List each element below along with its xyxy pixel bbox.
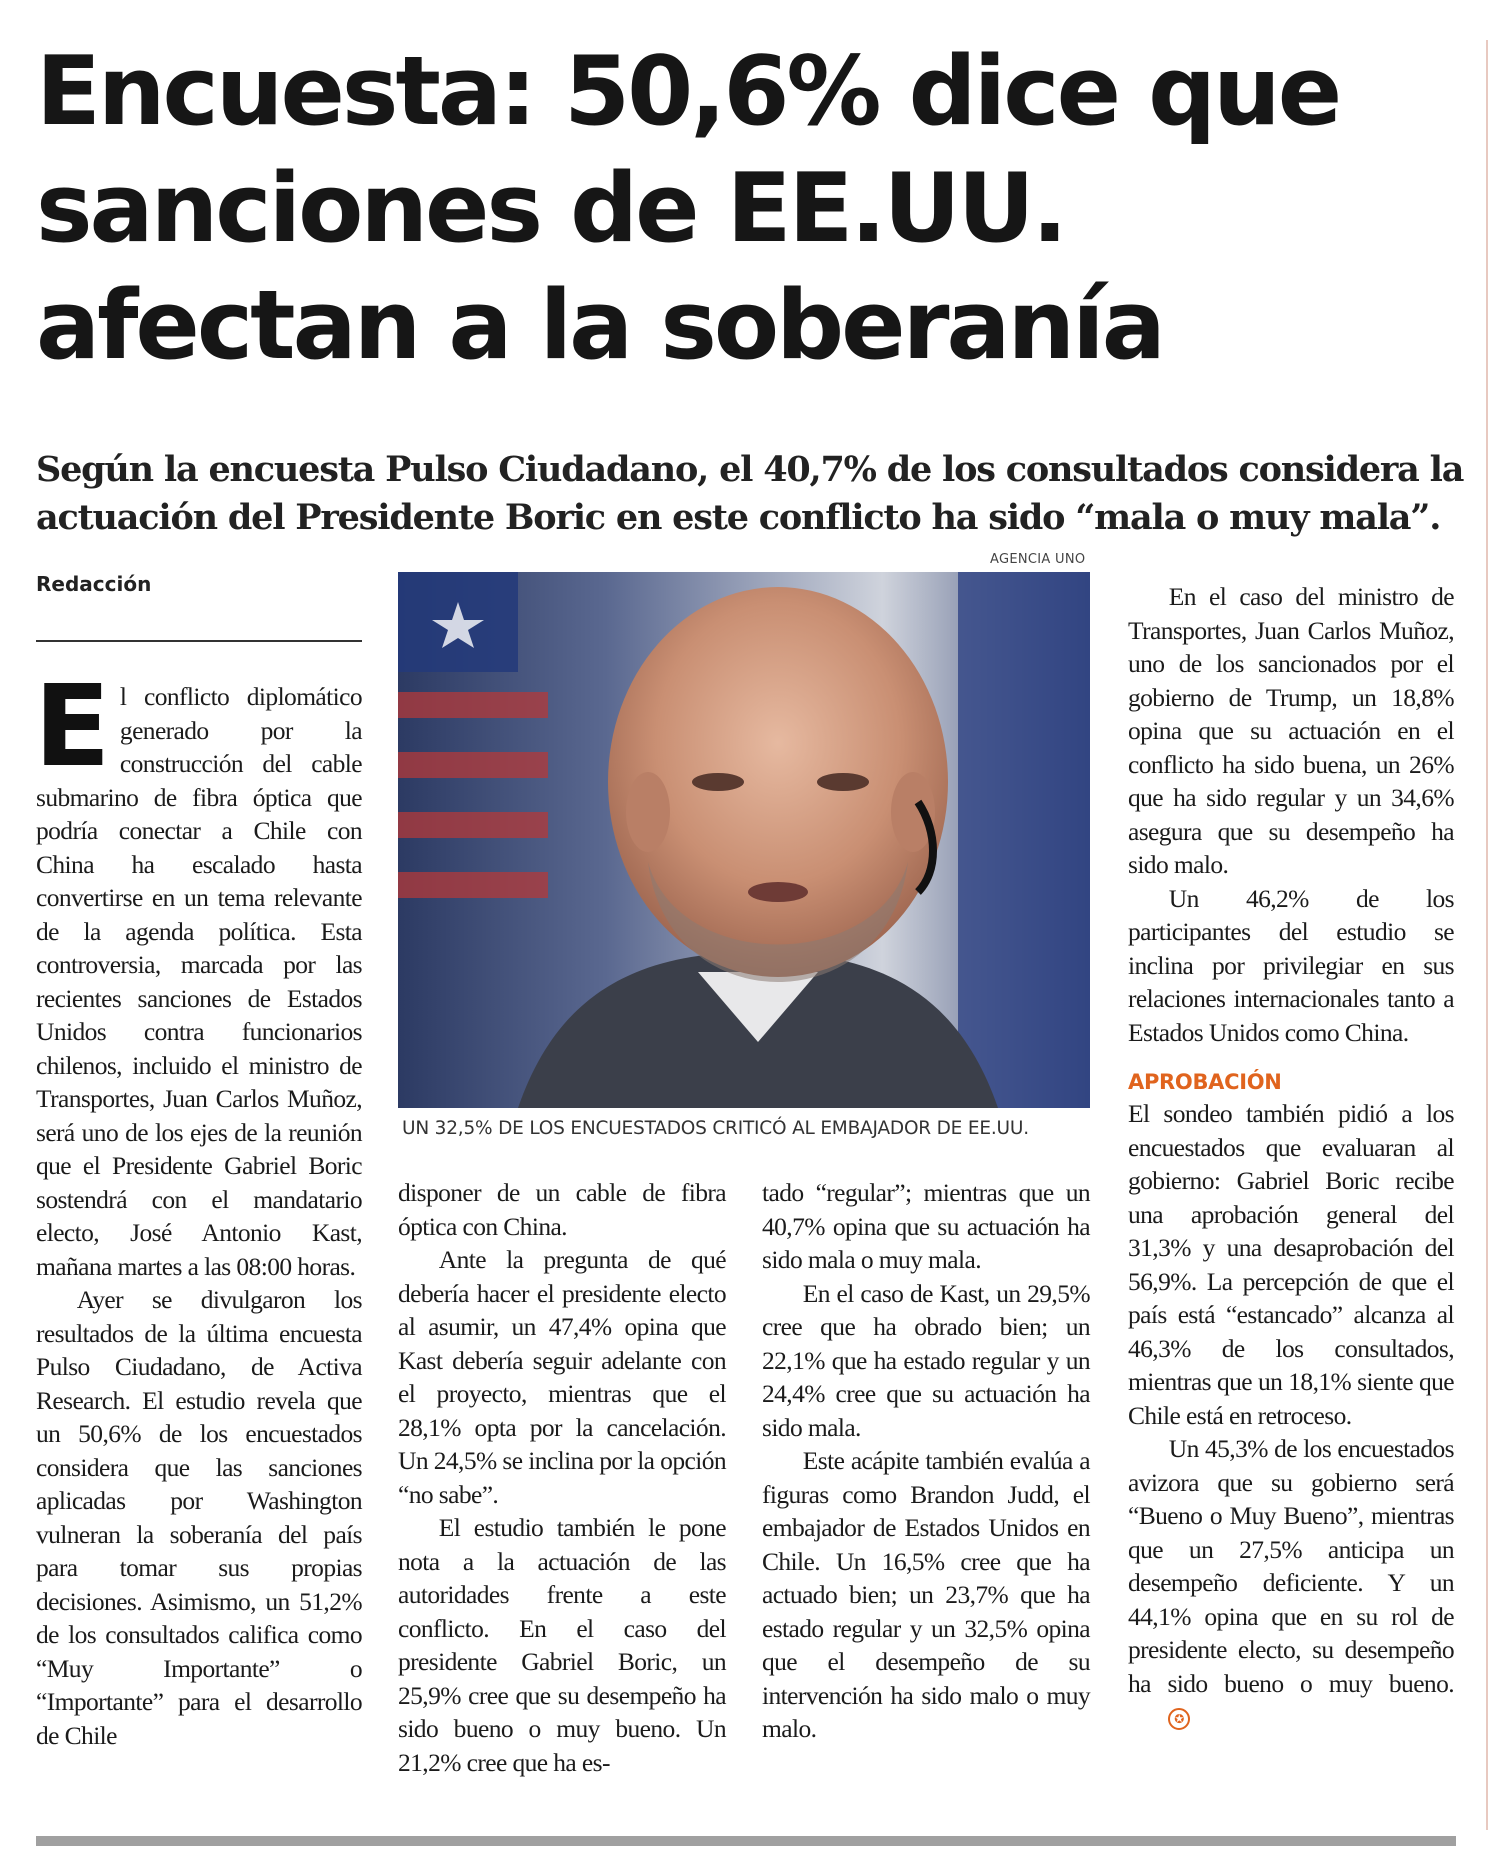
paragraph: En el caso del ministro de Transportes, Juan Carlos Muñoz, uno de los sancionados por el gobierno de Trump, un 18,8% opina que su actuación en el conflicto ha sido buena, un 26% que ha sido regular y un 34,6% asegura que su desempeño ha sido malo. — [1128, 582, 1454, 879]
paragraph: tado “regular”; mientras que un 40,7% opina que su actuación ha sido mala o muy mala. — [762, 1178, 1090, 1274]
paragraph: Un 46,2% de los participantes del estudio se inclina por privilegiar en sus relaciones internacionales tanto a Estados Unidos como China. — [1128, 883, 1454, 1047]
paragraph — [1128, 1432, 1454, 1734]
dek-line: actuación del Presidente Boric en este conflicto ha sido “mala o muy mala”. — [36, 497, 1441, 538]
paragraph: El estudio también le pone nota a la actuación de las autoridades frente a este conflicto. En el caso del presidente Gabriel Boric, un 25,9% cree que su desempeño ha sido bueno o muy bueno. Un 21,2% cree que ha es- — [398, 1513, 726, 1777]
lead-text: l conflicto diplomático generado por la construcción del cable submarino de fibra óptica que podría conectar a Chile con China ha escalado hasta convertirse en un tema relevante de la agenda política. Esta controversia, marcada por las recientes sanciones de Estados Unidos contra funcionarios chilenos, incluido el ministro de Transportes, Juan Carlos Muñoz, será uno de los ejes de la reunión que el Presidente Gabriel Boric sostendrá con el mandatario electo, José Antonio Kast, mañana martes a las 08:00 horas. — [36, 682, 362, 1281]
bottom-rule — [36, 1836, 1456, 1846]
column-1 — [34, 662, 362, 1752]
paragraph: En el caso de Kast, un 29,5% cree que ha obrado bien; un 22,1% que ha estado regular y un 24,4% cree que su actuación ha sido mala. — [762, 1278, 1090, 1442]
photo-credit: AGENCIA UNO — [990, 552, 1086, 567]
photo-caption: UN 32,5% DE LOS ENCUESTADOS CRITICÓ AL EMBAJADOR DE EE.UU. — [402, 1118, 1029, 1139]
column-3 — [762, 1176, 1090, 1746]
section-subhead: APROBACIÓN — [1128, 1070, 1282, 1094]
paragraph: Este acápite también evalúa a figuras como Brandon Judd, el embajador de Estados Unidos en Chile. Un 16,5% cree que ha actuado bien; un 23,7% que ha estado regular y un 32,5% opina que el desempeño de su intervención ha sido malo o muy malo. — [762, 1446, 1090, 1743]
paragraph: Ayer se divulgaron los resultados de la última encuesta Pulso Ciudadano, de Activa Research. El estudio revela que un 50,6% de los encuestados considera que las sanciones aplicadas por Washington vulneran la soberanía del país para tomar sus propias decisiones. Asimismo, un 51,2% de los consultados califica como “Muy Importante” o “Importante” para el desarrollo de Chile — [36, 1285, 362, 1750]
closing-text: Un 45,3% de los encuestados avizora que su gobierno será “Bueno o Muy Bueno”, mientras que un 27,5% anticipa un desempeño deficiente. Y un 44,1% opina que en su rol de presidente electo, su desempeño ha sido bueno o muy bueno. — [1128, 1434, 1454, 1698]
headline — [36, 34, 1456, 385]
paragraph: Ante la pregunta de qué debería hacer el presidente electo al asumir, un 47,4% opina que Kast debería seguir adelante con el proyecto, mientras que el 28,1% opta por la cancelación. Un 24,5% se inclina por la opción “no sabe”. — [398, 1245, 726, 1509]
page-edge-rule — [1486, 40, 1488, 1830]
headline-line: Encuesta: 50,6% dice que — [36, 37, 1340, 147]
lead-paragraph — [34, 662, 362, 1283]
headline-line: sanciones de EE.UU. — [36, 154, 1065, 264]
headline-line: afectan a la soberanía — [36, 271, 1163, 381]
dek — [36, 446, 1476, 542]
portrait-photo — [398, 572, 1090, 1108]
column-4 — [1128, 580, 1454, 1734]
circle-end-icon: ✪ — [1168, 1708, 1190, 1730]
byline-divider — [36, 640, 362, 642]
article-photo — [398, 572, 1090, 1108]
column-2 — [398, 1176, 726, 1779]
byline: Redacción — [36, 572, 152, 596]
drop-cap: E — [34, 662, 110, 792]
dek-line: Según la encuesta Pulso Ciudadano, el 40,7% de los consultados considera la — [36, 449, 1464, 490]
paragraph: disponer de un cable de fibra óptica con China. — [398, 1178, 726, 1241]
paragraph: El sondeo también pidió a los encuestados que evaluaran al gobierno: Gabriel Boric recibe una aprobación general del 31,3% y una desaprobación del 56,9%. La percepción de que el país está “estancado” alcanza al 46,3% de los consultados, mientras que un 18,1% siente que Chile está en retroceso. — [1128, 1099, 1454, 1430]
